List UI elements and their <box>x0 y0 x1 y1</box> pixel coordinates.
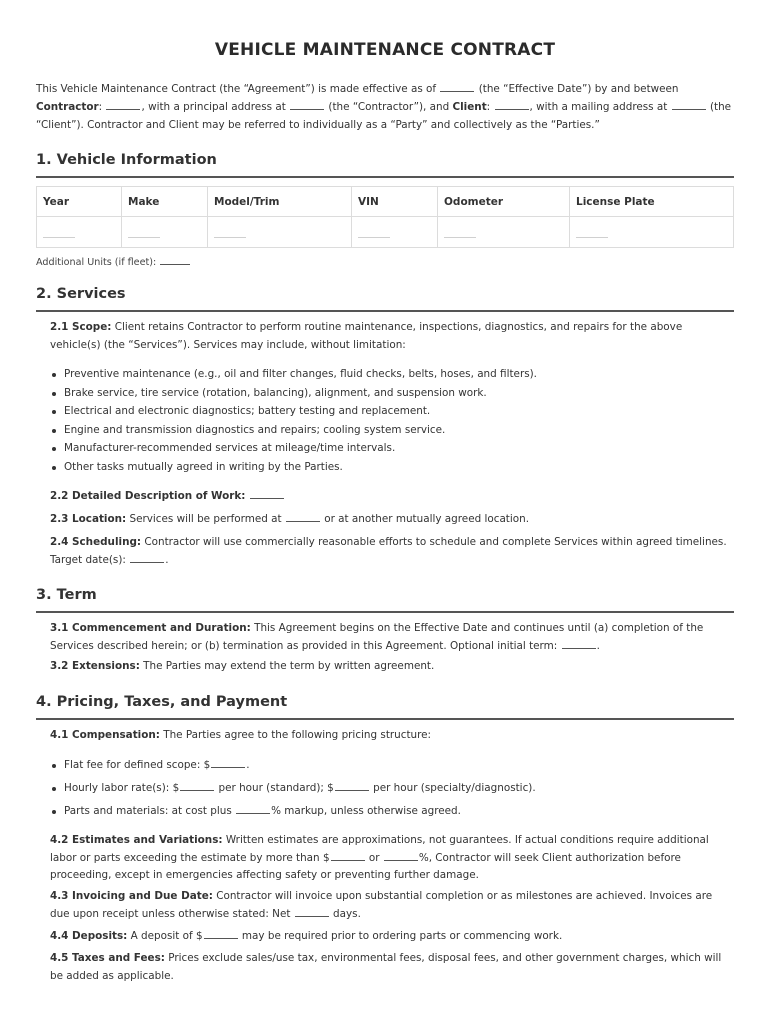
odometer-cell[interactable] <box>438 217 570 248</box>
vin-blank[interactable] <box>358 223 390 238</box>
scheduling-text: Contractor will use commercially reasonable efforts to schedule and complete Services within agreed timelines. Target date(s): <box>50 536 727 566</box>
contractor-address-blank[interactable] <box>290 99 324 110</box>
deposits-text: A deposit of $ <box>130 930 203 942</box>
make-blank[interactable] <box>128 223 160 238</box>
list-item: Manufacturer-recommended services at mileage/time intervals. <box>50 439 734 458</box>
section-divider <box>36 176 734 178</box>
column-header-make: Make <box>122 187 208 217</box>
taxes-text: Prices exclude sales/use tax, environmental fees, disposal fees, and other government charges, which will be added as applicable. <box>50 952 722 982</box>
detailed-description-paragraph <box>50 488 734 506</box>
list-item: Preventive maintenance (e.g., oil and filter changes, fluid checks, belts, hoses, and filters). <box>50 365 734 384</box>
list-item: Brake service, tire service (rotation, balancing), alignment, and suspension work. <box>50 384 734 403</box>
deposits-label: 4.4 Deposits: <box>50 930 128 942</box>
invoicing-paragraph <box>50 888 734 923</box>
compensation-label: 4.1 Compensation: <box>50 729 160 741</box>
location-blank[interactable] <box>286 511 320 522</box>
additional-units-label: Additional Units (if fleet): <box>36 257 157 268</box>
services-list <box>50 365 734 476</box>
deposits-text: may be required prior to ordering parts or commencing work. <box>241 930 563 942</box>
hourly-rate-text: per hour (specialty/diagnostic). <box>373 781 536 794</box>
list-item <box>50 756 734 779</box>
table-row <box>37 217 734 248</box>
flat-fee-text: Flat fee for defined scope: $ <box>64 759 211 771</box>
list-item: Other tasks mutually agreed in writing by the Parties. <box>50 458 734 477</box>
year-blank[interactable] <box>43 223 75 238</box>
estimates-text: Written estimates are approximations, not guarantees. If actual conditions require additional labor or parts exceeding the estimate by more than $ <box>50 834 709 864</box>
flat-fee-text: . <box>246 759 250 771</box>
location-text: Services will be performed at <box>129 513 282 525</box>
section-heading-pricing: 4. Pricing, Taxes, and Payment <box>36 694 288 710</box>
column-header-year: Year <box>37 187 122 217</box>
compensation-text: The Parties agree to the following pricing structure: <box>163 729 432 741</box>
flat-fee-blank[interactable] <box>211 757 245 768</box>
estimates-paragraph <box>50 832 734 885</box>
license-plate-blank[interactable] <box>576 223 608 238</box>
net-days-blank[interactable] <box>295 906 329 917</box>
intro-text: This Vehicle Maintenance Contract (the “Agreement”) is made effective as of <box>36 83 437 95</box>
scheduling-paragraph <box>50 534 734 569</box>
odometer-blank[interactable] <box>444 223 476 238</box>
make-cell[interactable] <box>122 217 208 248</box>
location-label: 2.3 Location: <box>50 513 127 525</box>
parts-markup-text: Parts and materials: at cost plus <box>64 805 232 817</box>
column-header-vin: VIN <box>352 187 438 217</box>
deposit-amount-blank[interactable] <box>204 928 238 939</box>
column-header-odometer: Odometer <box>438 187 570 217</box>
target-dates-blank[interactable] <box>130 552 164 563</box>
additional-units-blank[interactable] <box>160 254 190 265</box>
commencement-paragraph <box>50 620 734 655</box>
invoicing-text: Contractor will invoice upon substantial completion or as milestones are achieved. Invoices are due upon receipt unless otherwise stated: Net <box>50 890 713 920</box>
column-header-license-plate: License Plate <box>570 187 734 217</box>
extensions-label: 3.2 Extensions: <box>50 660 140 672</box>
detailed-description-label: 2.2 Detailed Description of Work: <box>50 490 246 502</box>
deposits-paragraph <box>50 928 734 946</box>
section-heading-services: 2. Services <box>36 286 126 302</box>
intro-text: : <box>98 101 103 113</box>
license-plate-cell[interactable] <box>570 217 734 248</box>
document-title: VEHICLE MAINTENANCE CONTRACT <box>214 40 556 60</box>
scope-text: Client retains Contractor to perform routine maintenance, inspections, diagnostics, and repairs for the above vehicle(s) (the “Services”). Services may include, without limitation: <box>50 321 683 351</box>
invoicing-text: days. <box>333 907 361 920</box>
markup-blank[interactable] <box>236 803 270 814</box>
hourly-rate-text: per hour (standard); $ <box>218 781 334 794</box>
vehicle-table <box>36 186 734 248</box>
intro-text: , with a principal address at <box>141 101 286 113</box>
section-heading-term: 3. Term <box>36 587 97 603</box>
initial-term-blank[interactable] <box>562 638 596 649</box>
additional-units <box>36 254 191 268</box>
scheduling-text: . <box>165 553 169 566</box>
contractor-name-blank[interactable] <box>106 99 140 110</box>
list-item: Electrical and electronic diagnostics; battery testing and replacement. <box>50 402 734 421</box>
intro-text: (the “Contractor”), and <box>328 101 450 113</box>
client-address-blank[interactable] <box>672 99 706 110</box>
pricing-list <box>50 756 734 821</box>
detailed-description-blank[interactable] <box>250 488 284 499</box>
location-text: or at another mutually agreed location. <box>324 513 530 525</box>
vin-cell[interactable] <box>352 217 438 248</box>
model-trim-blank[interactable] <box>214 223 246 238</box>
list-item <box>50 779 734 803</box>
section-divider <box>36 611 734 613</box>
intro-text: , with a mailing address at <box>529 101 668 113</box>
column-header-model-trim: Model/Trim <box>208 187 352 217</box>
commencement-text: This Agreement begins on the Effective Date and continues until (a) completion of the Services described herein; or (b) termination as provided in this Agreement. Optional initial term: <box>50 622 704 652</box>
model-trim-cell[interactable] <box>208 217 352 248</box>
estimates-text: %, Contractor will seek Client authorization before proceeding, except in emergencies affecting safety or preventing further damage. <box>50 851 681 881</box>
year-cell[interactable] <box>37 217 122 248</box>
compensation-paragraph <box>50 727 734 745</box>
section-divider <box>36 718 734 720</box>
estimate-percent-blank[interactable] <box>384 850 418 861</box>
intro-text: “Client”). Contractor and Client may be referred to individually as a “Party” and collectively as the “Parties.” <box>36 119 600 131</box>
location-paragraph <box>50 511 734 529</box>
estimate-dollar-blank[interactable] <box>331 850 365 861</box>
parts-markup-text: % markup, unless otherwise agreed. <box>271 805 461 817</box>
list-item: Engine and transmission diagnostics and repairs; cooling system service. <box>50 421 734 440</box>
scope-label: 2.1 Scope: <box>50 321 112 333</box>
taxes-label: 4.5 Taxes and Fees: <box>50 952 165 964</box>
commencement-label: 3.1 Commencement and Duration: <box>50 622 251 634</box>
effective-date-blank[interactable] <box>440 81 474 92</box>
commencement-text: . <box>596 639 600 652</box>
section-heading-vehicle-information: 1. Vehicle Information <box>36 152 217 168</box>
list-item <box>50 802 734 821</box>
scope-paragraph <box>50 319 734 354</box>
contractor-label: Contractor <box>36 101 99 113</box>
estimates-text: or <box>368 851 380 864</box>
specialty-rate-blank[interactable] <box>335 780 369 791</box>
taxes-paragraph <box>50 950 734 985</box>
invoicing-label: 4.3 Invoicing and Due Date: <box>50 890 213 902</box>
extensions-paragraph <box>50 658 734 676</box>
client-name-blank[interactable] <box>495 99 529 110</box>
intro-text: : <box>486 101 491 113</box>
client-label: Client <box>452 101 487 113</box>
standard-rate-blank[interactable] <box>180 780 214 791</box>
table-header-row <box>37 187 734 217</box>
hourly-rate-text: Hourly labor rate(s): $ <box>64 781 180 794</box>
intro-text: (the <box>709 101 732 113</box>
intro-text: (the “Effective Date”) by and between <box>478 83 679 95</box>
estimates-label: 4.2 Estimates and Variations: <box>50 834 223 846</box>
extensions-text: The Parties may extend the term by written agreement. <box>143 660 435 672</box>
section-divider <box>36 310 734 312</box>
scheduling-label: 2.4 Scheduling: <box>50 536 142 548</box>
intro-paragraph <box>36 80 736 134</box>
